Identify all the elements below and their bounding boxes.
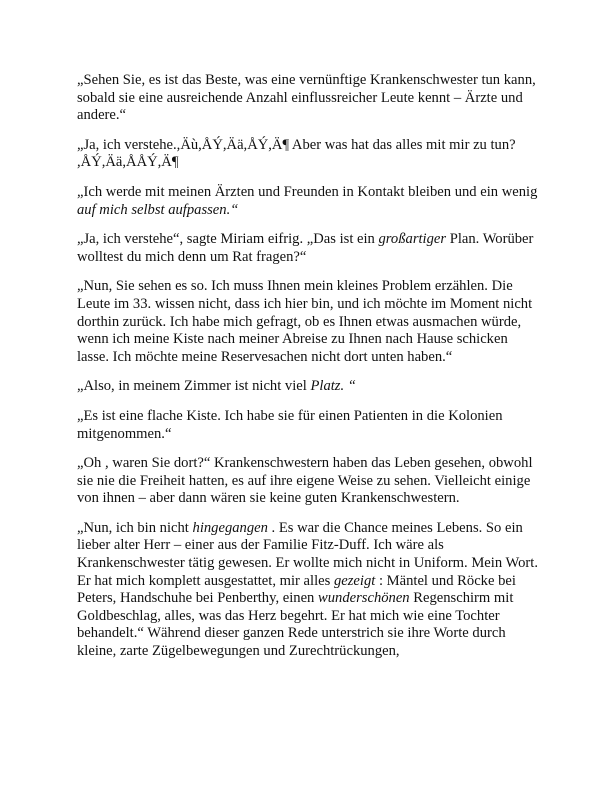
text-segment: „Also, in meinem Zimmer ist nicht viel <box>77 378 311 395</box>
paragraph-2 <box>77 137 543 172</box>
text-segment: „Sehen Sie, es ist das Beste, was eine vernünftige Krankenschwester tun kann, sobald sie eine ausreichende Anzahl einflussreicher Leute kennt – Ärzte und andere.“ <box>77 72 536 124</box>
italic-segment: , <box>104 455 109 472</box>
italic-segment: wunderschönen <box>318 590 410 607</box>
paragraph-3 <box>77 184 543 219</box>
text-segment: „Ich werde mit meinen Ärzten und Freunden in Kontakt bleiben und ein wenig <box>77 183 538 200</box>
paragraph-9 <box>77 520 543 661</box>
paragraph-5 <box>77 278 543 366</box>
text-segment: : Mäntel und Röcke bei Peters, Handschuhe bei Penberthy, einen <box>77 572 516 607</box>
paragraph-6 <box>77 378 543 396</box>
text-segment: Regenschirm mit Goldbeschlag, alles, was das Herz begehrt. Er hat mich wie eine Tochter behandelt.“ Während dieser ganzen Rede unterstrich sie ihre Worte durch kleine, zarte Zügelbewegungen und Zurechtrückungen, <box>77 590 514 660</box>
text-segment: . Es war die Chance meines Lebens. So ein lieber alter Herr – einer aus der Familie Fitz-Duff. Ich wäre als Krankenschwester tätig gewesen. Er wollte mich nicht in Uniform. Mein Wort. Er hat mich komplett ausgestattet, mir alles <box>77 519 538 589</box>
italic-segment: Platz. “ <box>310 378 356 395</box>
text-segment: „Es ist eine flache Kiste. Ich habe sie für einen Patienten in die Kolonien mitgenommen.“ <box>77 407 503 442</box>
text-segment: waren Sie dort?“ Krankenschwestern haben das Leben gesehen, obwohl sie nie die Freiheit hatten, es auf ihre eigene Weise zu sehen. Vielleicht einige von ihnen – aber dann wären sie keine guten Krankenschwestern. <box>77 455 533 507</box>
italic-segment: auf mich selbst aufpassen.“ <box>77 201 239 218</box>
text-segment: „Ja, ich verstehe.,Äù,ÅÝ,Ää,ÅÝ,Ä¶ Aber was hat das alles mit mir zu tun? ,ÅÝ,Ää,ÅÅÝ,Ä¶ <box>77 136 516 171</box>
paragraph-1 <box>77 72 543 125</box>
text-segment: „Oh <box>77 455 105 472</box>
paragraph-4 <box>77 231 543 266</box>
paragraph-7 <box>77 408 543 443</box>
text-segment: „Ja, ich verstehe“, sagte Miriam eifrig. „Das ist ein <box>77 231 379 248</box>
italic-segment: großartiger <box>378 231 447 248</box>
text-segment: „Nun, Sie sehen es so. Ich muss Ihnen mein kleines Problem erzählen. Die Leute im 33. wissen nicht, dass ich hier bin, und ich möchte im Moment nicht dorthin zurück. Ich habe mich gefragt, ob es Ihnen etwas ausmachen würde, wenn ich meine Kiste nach meiner Abreise zu Ihnen nach Hause schicken lasse. Ich möchte meine Reservesachen nicht dort unten haben.“ <box>77 278 533 365</box>
italic-segment: hingegangen <box>192 519 268 536</box>
paragraph-8 <box>77 455 543 508</box>
italic-segment: gezeigt <box>333 572 376 589</box>
text-segment: „Nun, ich bin nicht <box>77 519 193 536</box>
document-page <box>77 72 543 673</box>
text-segment: Plan. Worüber wolltest du mich denn um Rat fragen?“ <box>77 231 534 265</box>
